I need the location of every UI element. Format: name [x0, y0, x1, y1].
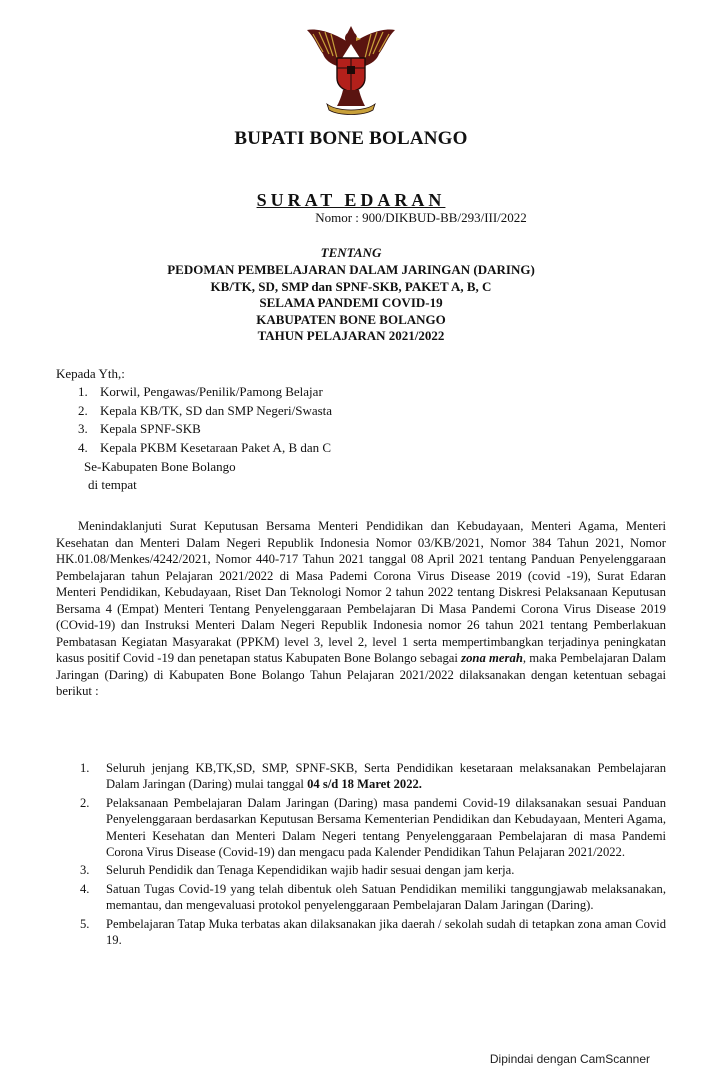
subject-line: KB/TK, SD, SMP dan SPNF-SKB, PAKET A, B, C	[210, 278, 492, 294]
recipient-list	[78, 383, 332, 457]
list-item: 5. Pembelajaran Tatap Muka terbatas akan dilaksanakan jika daerah / sekolah sudah di tetapkan zona aman Covid 19.	[80, 916, 666, 948]
list-item: 3. Seluruh Pendidik dan Tenaga Kependidikan wajib hadir sesuai dengan jam kerja.	[80, 863, 515, 878]
salutation: Kepada Yth,:	[56, 366, 125, 381]
garuda-emblem-icon	[303, 24, 399, 116]
list-item: 1. Korwil, Pengawas/Penilik/Pamong Belajar	[78, 384, 323, 399]
subject-line: SELAMA PANDEMI COVID-19	[259, 295, 443, 310]
list-item: 1. Seluruh jenjang KB,TK,SD, SMP, SPNF-SKB, Serta Pendidikan kesetaraan melaksanakan Pembelajaran Dalam Jaringan (Daring) mulai tanggal 04 s/d 18 Maret 2022.	[80, 761, 666, 792]
place-line: di tempat	[88, 477, 137, 492]
emphasis-text: zona merah	[461, 651, 523, 665]
document-type-title: SURAT EDARAN	[256, 190, 446, 210]
provisions-list	[80, 760, 666, 950]
subject-line: KABUPATEN BONE BOLANGO	[256, 311, 446, 327]
list-item: 2. Pelaksanaan Pembelajaran Dalam Jaringan (Daring) masa pandemi Covid-19 dilaksanakan sesuai Panduan Penyelenggaraan berdasarkan Keputusan Bersama Kementerian Pendidikan dan Kebudayaan, Menteri Agama, Menteri Kesehatan dan Menteri Dalam Negeri tentang Penyelenggaraan Pembelajaran di masa Pandemi Corona Virus Disease (Covid-19) dan mengacu pada Kalender Pendidikan Tahun Pelajaran 2021/2022.	[80, 795, 666, 860]
list-item: 4. Kepala PKBM Kesetaraan Paket A, B dan C	[78, 439, 332, 455]
list-item: 4. Satuan Tugas Covid-19 yang telah dibentuk oleh Satuan Pendidikan memiliki tanggungjawab melaksanakan, memantau, dan mengevaluasi protokol penyelenggaraan Pembelajaran Dalam Jaringan (Daring).	[80, 881, 666, 913]
list-item: 2. Kepala KB/TK, SD dan SMP Negeri/Swasta	[78, 402, 333, 418]
scanner-watermark: Dipindai dengan CamScanner	[489, 1052, 650, 1066]
subject-line: TAHUN PELAJARAN 2021/2022	[257, 328, 445, 343]
body-paragraph: Menindaklanjuti Surat Keputusan Bersama Menteri Pendidikan dan Kebudayaan, Menteri Agama, Menteri Kesehatan dan Menteri Dalam Negeri Republik Indonesia Nomor 03/KB/2021, Nomor 384 Tahun 2021, Nomor HK.01.08/Menkes/4242/2021, Nomor 440-717 Tahun 2021 tanggal 08 April 2021 tentang Panduan Penyelenggaraan Pembelajaran tahun Pelajaran 2021/2022 di Masa Pademi Corona Virus Disease 2019 (covid -19), Surat Edaran Menteri Pendidikan, Kebudayaan, Riset Dan Teknologi Nomor 2 tahun 2022 tentang Diskresi Pelaksanaan Keputusan Bersama 4 (Empat) Menteri Tentang Penyelenggaraan Pembelajaran Di Masa Pandemi Corona Virus Disease 2019 (COvid-19) dan Instruksi Menteri Dalam Negeri Republik Indonesia nomor 26 tahun 2021 tentang Pemberlakuan Pembatasan Kegiatan Masyarakat (PPKM) level 3, level 2, level 1 serta mempertimbangkan terjadinya peningkatan kasus positif Covid -19 dan penetapan status Kabupaten Bone Bolango sebagai zona merah, maka Pembelajaran Dalam Jaringan (Daring) di Kabupaten Bone Bolango Tahun Pelajaran 2021/2022 dilaksanakan dengan ketentuan sebagai berikut :	[56, 519, 666, 698]
recipient-region	[84, 458, 236, 494]
subject-label: TENTANG	[320, 245, 382, 260]
list-item: 3. Kepala SPNF-SKB	[78, 421, 201, 436]
document-number: Nomor : 900/DIKBUD-BB/293/III/2022	[315, 210, 527, 225]
date-range: 04 s/d 18 Maret 2022.	[307, 777, 422, 792]
subject-line: PEDOMAN PEMBELAJARAN DALAM JARINGAN (DARING)	[167, 262, 535, 277]
issuer-title: BUPATI BONE BOLANGO	[234, 128, 468, 149]
subject-block	[0, 262, 702, 345]
region-line: Se-Kabupaten Bone Bolango	[84, 459, 236, 474]
